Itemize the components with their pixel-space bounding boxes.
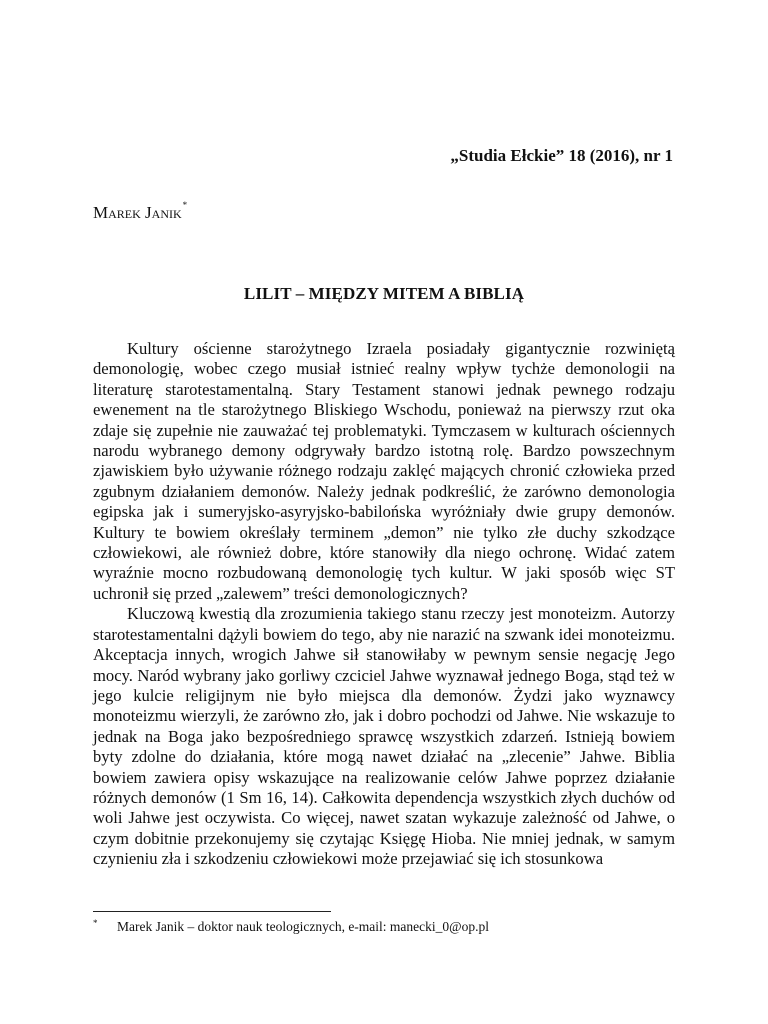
body-paragraph: Kultury ościenne starożytnego Izraela posiadały gigantycznie rozwiniętą demonologię, wobec czego musiał istnieć realny wpływ tychże demonologii na literaturę starotestamentalną. Stary Testament stanowi jednak pewnego rodzaju ewenement na tle starożytnego Bliskiego Wschodu, ponieważ na pierwszy rzut oka zdaje się zupełnie nie zauważać tej problematyki. Tymczasem w kulturach ościennych narodu wybranego demony odgrywały bardzo istotną rolę. Bardzo powszechnym zjawiskiem było używanie różnego rodzaju zaklęć mających chronić człowieka przed zgubnym działaniem demonów. Należy jednak podkreślić, że zarówno demonologia egipska jak i sumeryjsko-asyryjsko-babilońska wyróżniały dwie grupy demonów. Kultury te bowiem określały terminem „demon” nie tylko złe duchy szkodzące człowiekowi, ale również dobre, które stanowiły dla niego ochronę. Widać zatem wyraźnie mocno rozbudowaną demonologię tych kultur. W jaki sposób więc ST uchronił się przed „zalewem” treści demonologicznych? (93, 339, 675, 603)
author-name: Marek Janik (93, 203, 182, 222)
footnote-marker: * (93, 918, 98, 928)
footnote-text: Marek Janik – doktor nauk teologicznych, e-mail: manecki_0@op.pl (117, 919, 489, 934)
author-footnote-marker[interactable]: * (182, 200, 188, 210)
article-body (93, 339, 675, 870)
journal-header: „Studia Ełckie” 18 (2016), nr 1 (450, 146, 673, 165)
body-paragraph: Kluczową kwestią dla zrozumienia takiego stanu rzeczy jest monoteizm. Autorzy starotestamentalni dążyli bowiem do tego, aby nie narazić na szwank idei monoteizmu. Akceptacja innych, wrogich Jahwe sił stanowiłaby w pewnym sensie negację Jego mocy. Naród wybrany jako gorliwy czciciel Jahwe wyznawał jednego Boga, stąd też w jego kulcie religijnym nie było miejsca dla demonów. Żydzi jako wyznawcy monoteizmu wierzyli, że zarówno zło, jak i dobro pochodzi od Jahwe. Nie wskazuje to jednak na Boga jako bezpośredniego sprawcę wszystkich zdarzeń. Istnieją bowiem byty zdolne do działania, które mogą nawet działać na „zlecenie” Jahwe. Biblia bowiem zawiera opisy wskazujące na realizowanie celów Jahwe poprzez działanie różnych demonów (1 Sm 16, 14). Całkowita dependencja wszystkich złych duchów od woli Jahwe jest oczywista. Co więcej, nawet szatan wykazuje zależność od Jahwe, o czym dobitnie przekonujemy się czytając Księgę Hioba. Nie mniej jednak, w samym czynieniu zła i szkodzeniu człowiekowi może przejawiać się ich stosunkowa (93, 604, 675, 869)
footnote-separator (93, 911, 331, 912)
author-line (93, 200, 188, 223)
footnote (93, 919, 489, 935)
article-title: LILIT – MIĘDZY MITEM A BIBLIĄ (243, 284, 525, 303)
